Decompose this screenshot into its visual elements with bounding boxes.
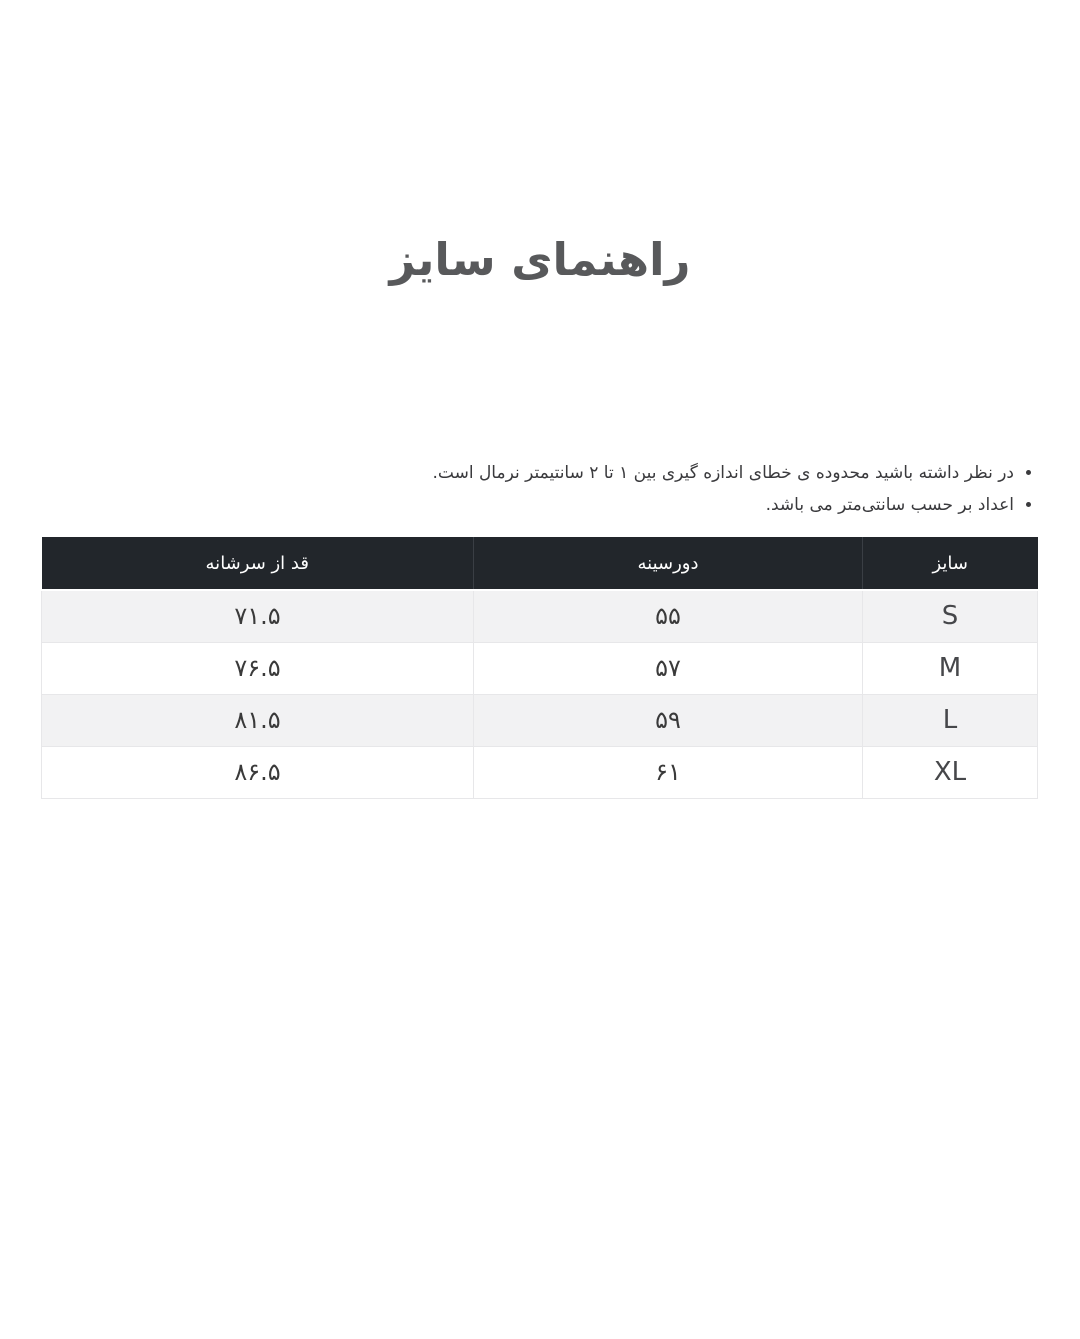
table-row-xl	[42, 746, 1038, 798]
column-header-chest: دورسینه	[474, 537, 863, 590]
column-header-length: قد از سرشانه	[42, 537, 474, 590]
cell-length: ۷۶.۵	[42, 642, 474, 694]
cell-chest: ۵۷	[474, 642, 863, 694]
size-table-header	[42, 537, 1038, 590]
cell-length: ۸۶.۵	[42, 746, 474, 798]
size-table	[41, 537, 1038, 799]
cell-size: XL	[863, 746, 1038, 798]
cell-size: L	[863, 694, 1038, 746]
notes-list	[42, 457, 1038, 521]
size-table-body	[42, 590, 1038, 798]
page-title: راهنمای سایز	[389, 233, 691, 286]
cell-chest: ۶۱	[474, 746, 863, 798]
note-item-unit-centimeter: • اعداد بر حسب سانتی‌متر می باشد.	[42, 489, 1014, 521]
table-row-s	[42, 590, 1038, 642]
note-item-measurement-tolerance: • در نظر داشته باشید محدوده ی خطای اندازه گیری بین ۱ تا ۲ سانتیمتر نرمال است.	[42, 457, 1014, 489]
cell-length: ۸۱.۵	[42, 694, 474, 746]
table-row-l	[42, 694, 1038, 746]
cell-chest: ۵۹	[474, 694, 863, 746]
cell-size: S	[863, 590, 1038, 642]
size-guide-page	[0, 230, 1080, 1339]
cell-length: ۷۱.۵	[42, 590, 474, 642]
cell-chest: ۵۵	[474, 590, 863, 642]
table-row-m	[42, 642, 1038, 694]
column-header-size: سایز	[863, 537, 1038, 590]
cell-size: M	[863, 642, 1038, 694]
header-row	[42, 537, 1038, 590]
